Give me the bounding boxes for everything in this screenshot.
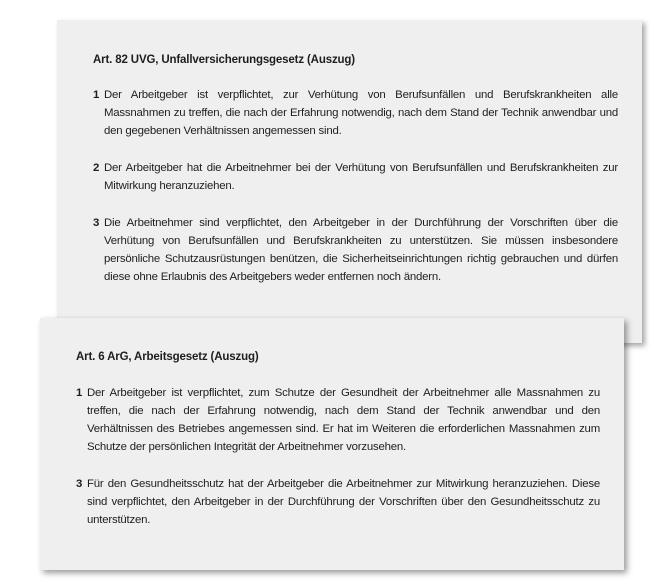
uvg-paragraph-2 bbox=[93, 159, 618, 195]
uvg-paragraph-3 bbox=[93, 214, 618, 286]
paragraph-number: 3 bbox=[76, 478, 83, 490]
paragraph-number: 2 bbox=[93, 162, 100, 174]
paragraph-number: 1 bbox=[93, 89, 100, 101]
uvg-title: Art. 82 UVG, Unfallversicherungsgesetz (Auszug) bbox=[93, 54, 355, 66]
arg-excerpt-card bbox=[40, 318, 624, 570]
paragraph-text: Der Arbeitgeber ist verpflichtet, zum Schutze der Gesundheit der Arbeitnehmer alle Massnahmen zu treffen, die nach der Erfahrung notwendig, nach dem Stand der Technik anwendbar und den Verhältnissen des Betriebes angemessen sind. Er hat im Weiteren die erforderlichen Massnahmen zum Schutze der persönlichen Integrität der Arbeitnehmer vorzusehen. bbox=[87, 387, 600, 453]
paragraph-text: Der Arbeitgeber ist verpflichtet, zur Verhütung von Berufsunfällen und Berufskrankheiten alle Massnahmen zu treffen, die nach der Erfahrung notwendig, nach dem Stand der Technik anwendbar und den gegebenen Verhältnissen angemessen sind. bbox=[104, 89, 618, 137]
arg-paragraph-3 bbox=[76, 475, 600, 529]
paragraph-number: 3 bbox=[93, 217, 100, 229]
arg-title: Art. 6 ArG, Arbeitsgesetz (Auszug) bbox=[76, 351, 259, 363]
uvg-paragraph-1 bbox=[93, 86, 618, 140]
uvg-excerpt-card bbox=[57, 20, 642, 343]
arg-paragraph-1 bbox=[76, 384, 600, 456]
paragraph-text: Der Arbeitgeber hat die Arbeitnehmer bei der Verhütung von Berufsunfällen und Berufskrankheiten zur Mitwirkung heranzuziehen. bbox=[104, 162, 618, 192]
paragraph-number: 1 bbox=[76, 387, 83, 399]
paragraph-text: Die Arbeitnehmer sind verpflichtet, den Arbeitgeber in der Durchführung der Vorschriften über die Verhütung von Berufsunfällen und Berufskrankheiten zu unterstützen. Sie müssen insbesondere persönliche Schutzausrüstungen benützen, die Sicherheitseinrichtungen richtig gebrauchen und dürfen diese ohne Erlaubnis des Arbeitgebers weder entfernen noch ändern. bbox=[104, 217, 618, 283]
paragraph-text: Für den Gesundheitsschutz hat der Arbeitgeber die Arbeitnehmer zur Mitwirkung heranzuziehen. Diese sind verpflichtet, den Arbeitgeber in der Durchführung der Vorschriften über den Gesundheitsschutz zu unterstützen. bbox=[87, 478, 600, 526]
